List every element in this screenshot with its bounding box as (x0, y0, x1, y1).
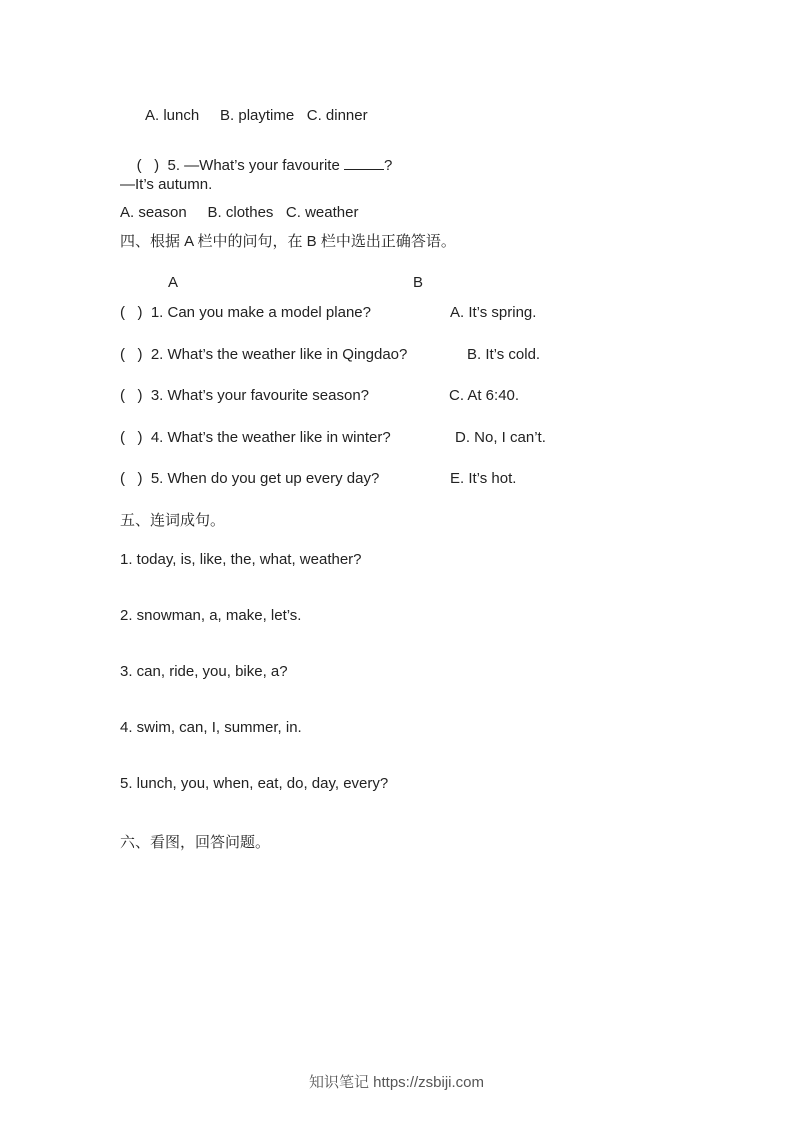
footer-watermark: 知识笔记 https://zsbiji.com (308, 1074, 485, 1091)
match-answer-d: D. No, I can’t. (455, 429, 546, 446)
section-4-title: 四、根据 A 栏中的问句，在 B 栏中选出正确答语。 (120, 233, 456, 250)
question-5-text: ( ) 5. —What’s your favourite (136, 157, 344, 174)
sentence-item-2: 2. snowman, a, make, let’s. (120, 607, 302, 624)
match-question-2: ( ) 2. What’s the weather like in Qingdao? (120, 346, 408, 363)
sentence-item-5: 5. lunch, you, when, eat, do, day, every? (120, 775, 389, 792)
question-5-answer: —It’s autumn. (120, 176, 213, 193)
question-5-mark: ? (383, 157, 393, 174)
match-answer-a: A. It’s spring. (450, 304, 537, 321)
column-b-header: B (413, 274, 424, 291)
match-answer-e: E. It’s hot. (450, 470, 517, 487)
match-question-3: ( ) 3. What’s your favourite season? (120, 387, 370, 404)
match-question-5: ( ) 5. When do you get up every day? (120, 470, 380, 487)
match-question-1: ( ) 1. Can you make a model plane? (120, 304, 371, 321)
sentence-item-3: 3. can, ride, you, bike, a? (120, 663, 288, 680)
match-answer-c: C. At 6:40. (449, 387, 520, 404)
column-a-header: A (168, 274, 179, 291)
match-answer-b: B. It’s cold. (467, 346, 541, 363)
question-5-options: A. season B. clothes C. weather (120, 204, 359, 221)
sentence-item-1: 1. today, is, like, the, what, weather? (120, 551, 362, 568)
answer-blank (344, 155, 384, 170)
section-6-title: 六、看图，回答问题。 (120, 834, 271, 851)
sentence-item-4: 4. swim, can, I, summer, in. (120, 719, 302, 736)
q4-options: A. lunch B. playtime C. dinner (145, 107, 368, 124)
section-5-title: 五、连词成句。 (120, 512, 226, 529)
match-question-4: ( ) 4. What’s the weather like in winter? (120, 429, 391, 446)
